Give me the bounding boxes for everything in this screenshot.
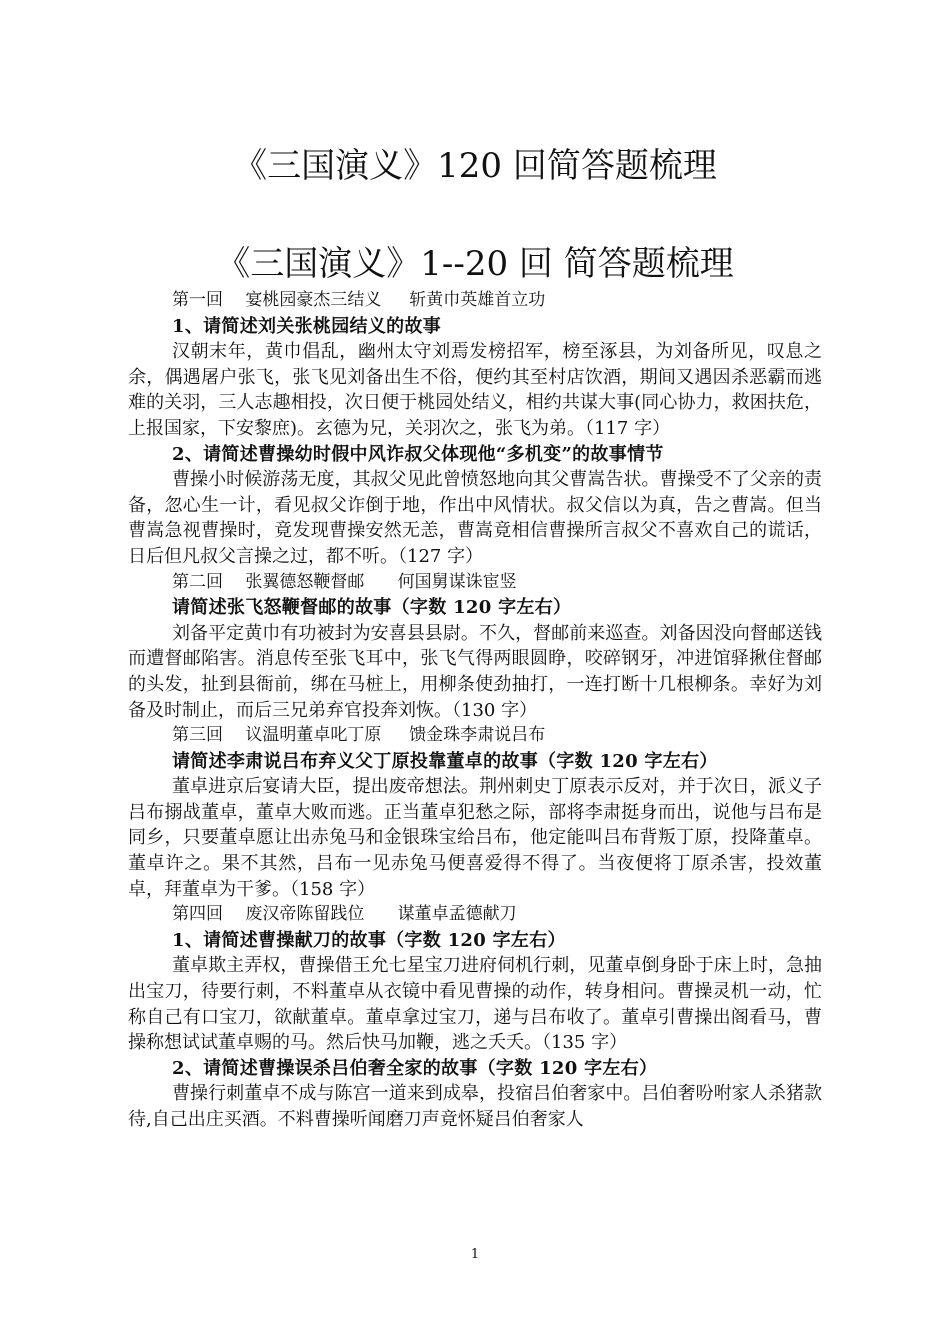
chapter-heading: 第三回 议温明董卓叱丁原 馈金珠李肃说吕布 — [172, 725, 546, 746]
answer-paragraph: 曹操行刺董卓不成与陈宫一道来到成皋，投宿吕伯奢家中。吕伯奢吩咐家人杀猪款待,自己出庄买酒。不料曹操听闻磨刀声竟怀疑吕伯奢家人 — [128, 1083, 822, 1130]
answer-paragraph: 董卓欺主弄权，曹操借王允七星宝刀进府伺机行刺，见董卓倒身卧于床上时，急抽出宝刀，待要行刺，不料董卓从衣镜中看见曹操的动作，转身相问。曹操灵机一动，忙称自己有口宝刀，欲献董卓。董卓拿过宝刀，递与吕布收了。董卓引曹操出阁看马，曹操称想试试董卓赐的马。然后快马加鞭，逃之夭夭。（135 字） — [128, 955, 822, 1054]
document-body — [128, 288, 822, 1133]
question-heading: 2、请简述曹操幼时假中风诈叔父体现他“多机变”的故事情节 — [172, 443, 664, 465]
answer-paragraph: 刘备平定黄巾有功被封为安喜县县尉。不久，督邮前来巡查。刘备因没向督邮送钱而遭督邮陷害。消息传至张飞耳中，张飞气得两眼圆睁，咬碎钢牙，冲进馆驿揪住督邮的头发，扯到县衙前，绑在马桩上，用柳条使劲抽打，一连打断十几根柳条。幸好为刘备及时制止，而后三兄弟弃官投奔刘恢。（130 字） — [128, 622, 822, 721]
question-heading: 1、请简述曹操献刀的故事（字数 120 字左右） — [172, 929, 566, 951]
chapter-heading: 第一回 宴桃园豪杰三结义 斩黄巾英雄首立功 — [172, 290, 546, 310]
question-heading: 2、请简述曹操误杀吕伯奢全家的故事（字数 120 字左右） — [172, 1057, 658, 1079]
answer-paragraph: 董卓进京后宴请大臣，提出废帝想法。荆州刺史丁原表示反对，并于次日，派义子吕布搦战董卓，董卓大败而逃。正当董卓犯愁之际，部将李肃挺身而出，说他与吕布是同乡，只要董卓愿让出赤兔马和金银珠宝给吕布，他定能叫吕布背叛丁原，投降董卓。董卓许之。果不其然，吕布一见赤兔马便喜爱得不得了。当夜便将丁原杀害，投效董卓，拜董卓为干爹。（158 字） — [128, 776, 822, 900]
section-title: 《三国演义》1--20 回 简答题梳理 — [216, 244, 734, 284]
answer-paragraph: 曹操小时候游荡无度，其叔父见此曾愤怒地向其父曹嵩告状。曹操受不了父亲的责备，忽心生一计，看见叔父诈倒于地，作出中风情状。叔父信以为真，告之曹嵩。但当曹嵩急视曹操时，竟发现曹操安然无恙，曹嵩竟相信曹操所言叔父不喜欢自己的谎话，日后但凡叔父言操之过，都不听。（127 字） — [128, 469, 822, 567]
question-heading: 1、请简述刘关张桃园结义的故事 — [172, 315, 442, 337]
page-number: 1 — [470, 1247, 480, 1262]
answer-paragraph: 汉朝末年，黄巾倡乱，幽州太守刘焉发榜招军，榜至涿县，为刘备所见，叹息之余，偶遇屠户张飞，张飞见刘备出生不俗，便约其至村店饮酒，期间又遇因杀恶霸而逃难的关羽，三人志趣相投，次日便于桃园处结义，相约共谋大事(同心协力，救困扶危，上报国家，下安黎庶)。玄德为兄，关羽次之，张飞为弟。（117 字） — [128, 341, 822, 439]
question-heading: 请简述李肃说吕布弃义父丁原投靠董卓的故事（字数 120 字左右） — [172, 750, 718, 772]
chapter-heading: 第四回 废汉帝陈留践位 谋董卓孟德献刀 — [172, 904, 517, 925]
question-heading: 请简述张飞怒鞭督邮的故事（字数 120 字左右） — [172, 597, 572, 619]
chapter-heading: 第二回 张翼德怒鞭督邮 何国舅谋诛宦竖 — [172, 571, 517, 592]
document-title: 《三国演义》120 回简答题梳理 — [233, 146, 717, 186]
